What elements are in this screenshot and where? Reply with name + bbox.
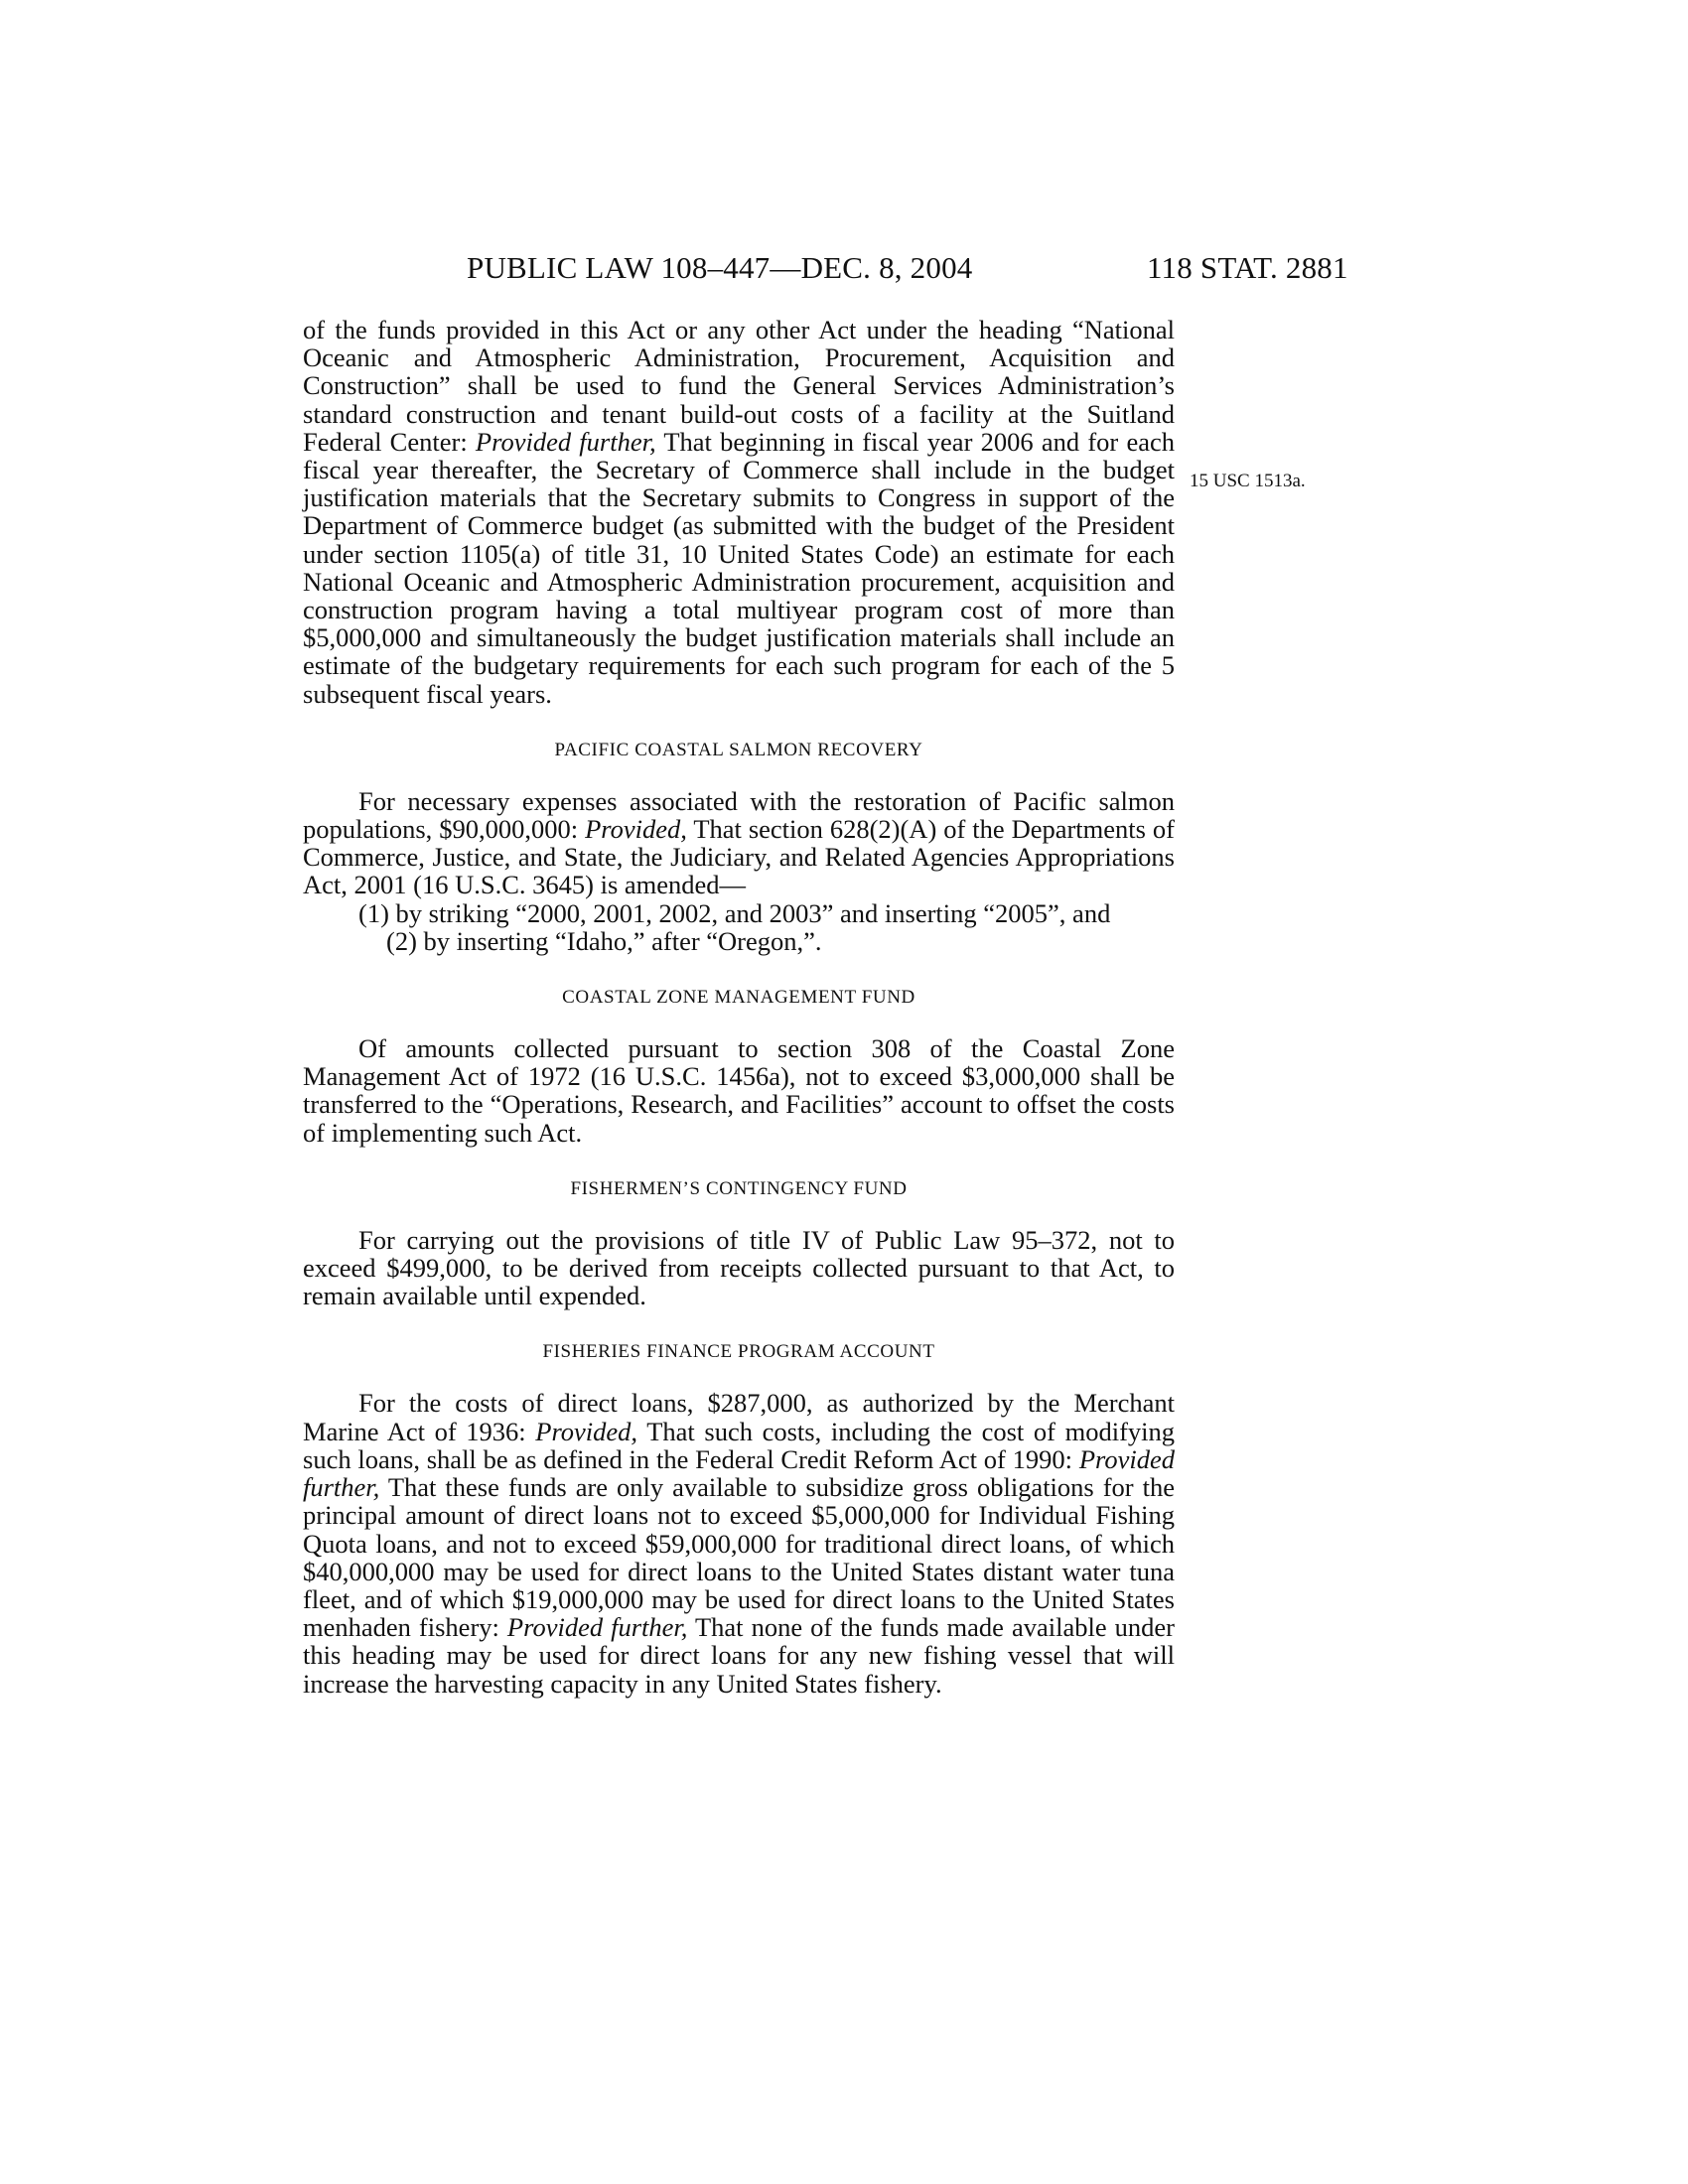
salmon-heading: PACIFIC COASTAL SALMON RECOVERY xyxy=(554,739,923,760)
salmon-proviso: Provided, xyxy=(585,814,687,845)
intro-text-2: That beginning in fiscal year 2006 and for each fiscal year thereafter, the Secretary of Commerce shall include in the budget justification materials that the Secretary submits to Congress in support of the Department of Commerce budget (as submitted with the budget of the President under section 1105(a) of title 31, 10 United States Code) an estimate for each National Oceanic and Atmospheric Administration procurement, acquisition and construction program having a total multiyear program cost of more than $5,000,000 and simultaneously the budget justification materials shall include an estimate of the budgetary requirements for each such program for each of the 5 subsequent fiscal years. xyxy=(303,426,1175,709)
salmon-item-1-wrap xyxy=(303,899,1175,927)
fisheries-text-3: That these funds are only available to subsidize gross obligations for the principal amount of direct loans not to exceed $5,000,000 for Individual Fishing Quota loans, and not to exceed $59,000,000 for traditional direct loans, of which $40,000,000 may be used for direct loans to the United States distant water tuna fleet, and of which $19,000,000 may be used for direct loans to the United States menhaden fishery: xyxy=(303,1472,1175,1643)
coastal-heading: COASTAL ZONE MANAGEMENT FUND xyxy=(562,987,915,1009)
fisheries-proviso-3: Provided further, xyxy=(506,1612,688,1643)
salmon-item-1: (1) by striking “2000, 2001, 2002, and 2003” and inserting “2005”, and xyxy=(358,897,1111,928)
fisheries-text-1: For the costs of direct loans, $287,000, as authorized by the Merchant Marine Act of 1936: xyxy=(303,1388,1175,1446)
page-header-title: PUBLIC LAW 108–447—DEC. 8, 2004 xyxy=(467,250,973,285)
salmon-text-1: For necessary expenses associated with the restoration of Pacific salmon populations, $90,000,000: xyxy=(303,785,1175,845)
fisheries-text-2: That such costs, including the cost of modifying such loans, shall be as defined in the Federal Credit Reform Act of 1990: xyxy=(303,1416,1176,1474)
intro-proviso: Provided further, xyxy=(475,426,656,457)
fisheries-proviso-1: Provided, xyxy=(535,1416,638,1446)
intro-paragraph xyxy=(303,316,1175,708)
fishermen-heading: FISHERMEN’S CONTINGENCY FUND xyxy=(570,1177,908,1199)
fishermen-paragraph: For carrying out the provisions of title IV of Public Law 95–372, not to exceed $499,000, to be derived from receipts collected pursuant to that Act, to remain available until expended. xyxy=(303,1224,1175,1311)
document-body xyxy=(303,316,1175,1698)
fisheries-heading: FISHERIES FINANCE PROGRAM ACCOUNT xyxy=(542,1341,935,1363)
fisheries-proviso-2: Provided further, xyxy=(303,1443,1175,1503)
fisheries-paragraph xyxy=(303,1389,1175,1697)
page-header xyxy=(0,250,1688,296)
coastal-paragraph: Of amounts collected pursuant to section 308 of the Coastal Zone Management Act of 1972 (16 U.S.C. 1456a), not to exceed $3,000,000 shall be transferred to the “Operations, Research, and Facilities” account to offset the costs of implementing such Act. xyxy=(303,1033,1175,1148)
salmon-item-2: (2) by inserting “Idaho,” after “Oregon,”. xyxy=(386,925,822,956)
salmon-text-2: That section 628(2)(A) of the Departments of Commerce, Justice, and State, the Judiciary, and Related Agencies Appropriations Act, 2001 (16 U.S.C. 3645) is amended— xyxy=(303,814,1175,900)
margin-note-citation: 15 USC 1513a. xyxy=(1190,471,1306,491)
intro-text-1: of the funds provided in this Act or any other Act under the heading “National Oceanic and Atmospheric Administration, Procurement, Acquisition and Construction” shall be used to fund the General Services Administration’s standard construction and tenant build-out costs of a facility at the Suitland Federal Center: xyxy=(303,315,1175,457)
salmon-paragraph xyxy=(303,787,1175,899)
fisheries-text-4: That none of the funds made available under this heading may be used for direct loans for any new fishing vessel that will increase the harvesting capacity in any United States fishery. xyxy=(303,1612,1175,1699)
page-header-stat: 118 STAT. 2881 xyxy=(1147,250,1348,285)
